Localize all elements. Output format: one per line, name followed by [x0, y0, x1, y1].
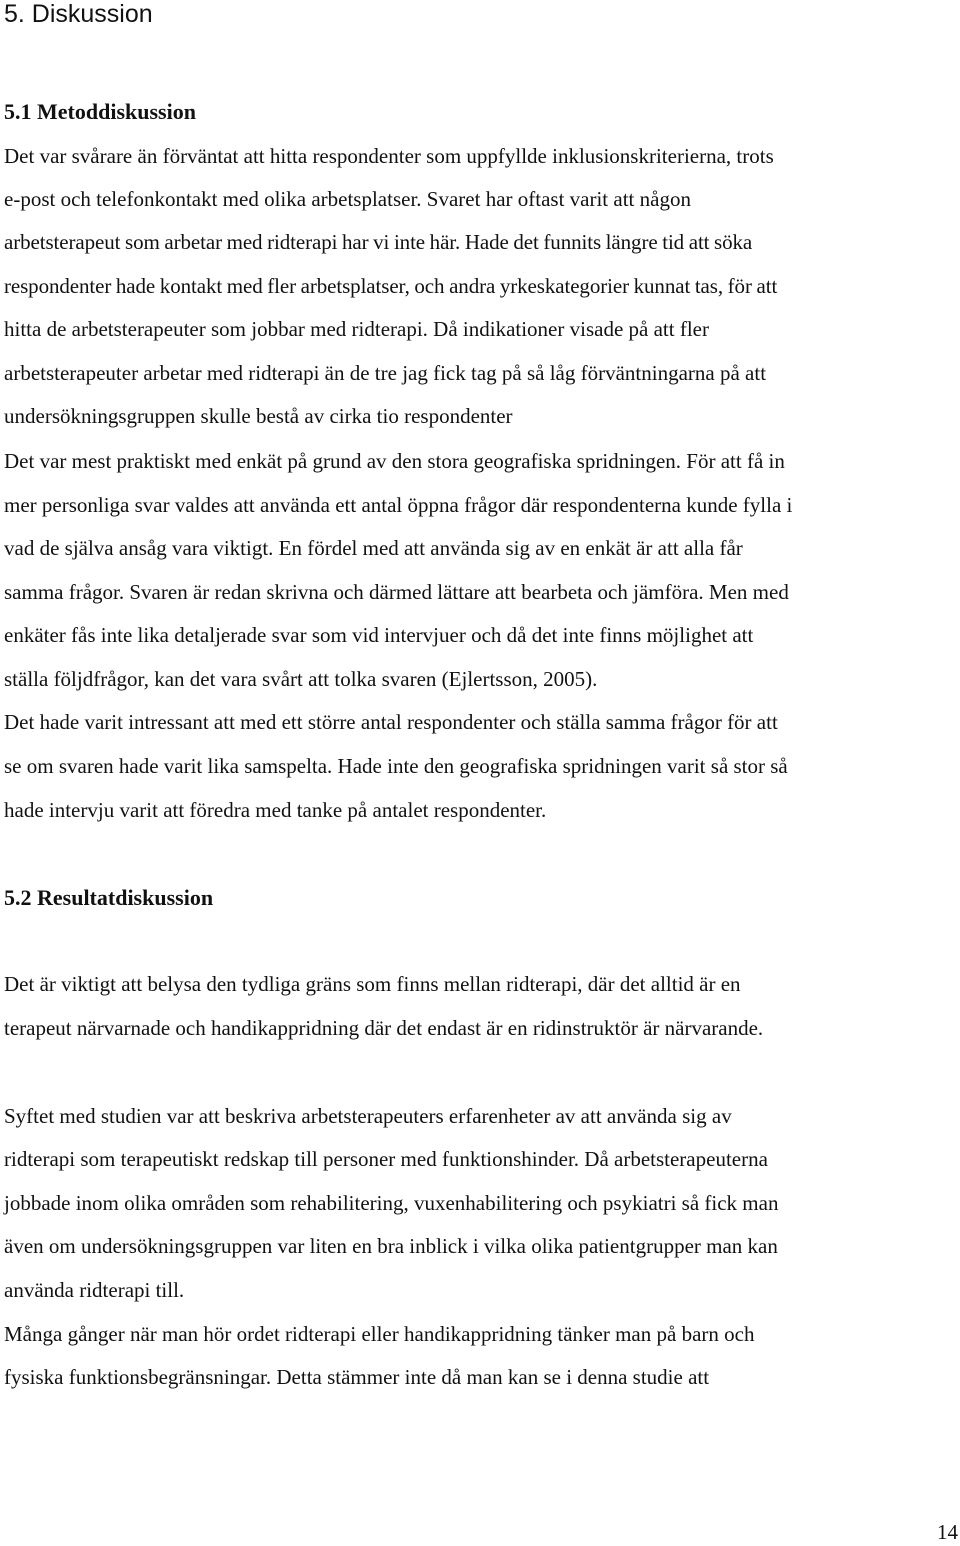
text-line: Det var svårare än förväntat att hitta respondenter som uppfyllde inklusionskriterierna, trots: [4, 144, 774, 168]
text-line: se om svaren hade varit lika samspelta. Hade inte den geografiska spridningen varit så stor så: [4, 754, 788, 778]
text-line: e-post och telefonkontakt med olika arbetsplatser. Svaret har oftast varit att någon: [4, 187, 691, 211]
section-heading-metoddiskussion: 5.1 Metoddiskussion: [4, 99, 196, 124]
text-line: arbetsterapeut som arbetar med ridterapi har vi inte här. Hade det funnits längre tid att söka: [4, 230, 753, 254]
chapter-heading: 5. Diskussion: [4, 0, 153, 28]
text-line: respondenter hade kontakt med fler arbetsplatser, och andra yrkeskategorier kunnat tas, för att: [4, 274, 778, 298]
text-line: Det är viktigt att belysa den tydliga gräns som finns mellan ridterapi, där det alltid är en: [4, 972, 741, 996]
text-line: vad de själva ansåg vara viktigt. En fördel med att använda sig av en enkät är att alla får: [4, 536, 743, 560]
text-line: Många gånger när man hör ordet ridterapi eller handikappridning tänker man på barn och: [4, 1322, 755, 1346]
text-line: hitta de arbetsterapeuter som jobbar med ridterapi. Då indikationer visade på att fler: [4, 317, 709, 341]
text-line: Syftet med studien var att beskriva arbetsterapeuters erfarenheter av att använda sig av: [4, 1104, 732, 1128]
text-line: ridterapi som terapeutiskt redskap till personer med funktionshinder. Då arbetsterapeuterna: [4, 1147, 768, 1171]
text-line: terapeut närvarnade och handikappridning där det endast är en ridinstruktör är närvarande.: [4, 1016, 764, 1040]
text-line: använda ridterapi till.: [4, 1278, 185, 1302]
text-line: enkäter fås inte lika detaljerade svar som vid intervjuer och då det inte finns möjlighet att: [4, 623, 754, 647]
text-line: arbetsterapeuter arbetar med ridterapi än de tre jag fick tag på så låg förväntningarna på att: [4, 361, 767, 385]
text-line: samma frågor. Svaren är redan skrivna och därmed lättare att bearbeta och jämföra. Men med: [4, 580, 789, 604]
text-line: Det var mest praktiskt med enkät på grund av den stora geografiska spridningen. För att få in: [4, 449, 785, 473]
text-line: undersökningsgruppen skulle bestå av cirka tio respondenter: [4, 404, 513, 428]
text-line: ställa följdfrågor, kan det vara svårt att tolka svaren (Ejlertsson, 2005).: [4, 667, 598, 691]
text-line: hade intervju varit att föredra med tanke på antalet respondenter.: [4, 798, 547, 822]
text-line: fysiska funktionsbegränsningar. Detta stämmer inte då man kan se i denna studie att: [4, 1365, 710, 1389]
section-heading-resultatdiskussion: 5.2 Resultatdiskussion: [4, 885, 214, 910]
text-line: mer personliga svar valdes att använda ett antal öppna frågor där respondenterna kunde fylla i: [4, 493, 793, 517]
text-line: även om undersökningsgruppen var liten en bra inblick i vilka olika patientgrupper man kan: [4, 1234, 778, 1258]
text-line: jobbade inom olika områden som rehabilitering, vuxenhabilitering och psykiatri så fick man: [4, 1191, 779, 1215]
text-line: Det hade varit intressant att med ett större antal respondenter och ställa samma frågor för att: [4, 710, 778, 734]
page-number: 14: [937, 1520, 958, 1544]
